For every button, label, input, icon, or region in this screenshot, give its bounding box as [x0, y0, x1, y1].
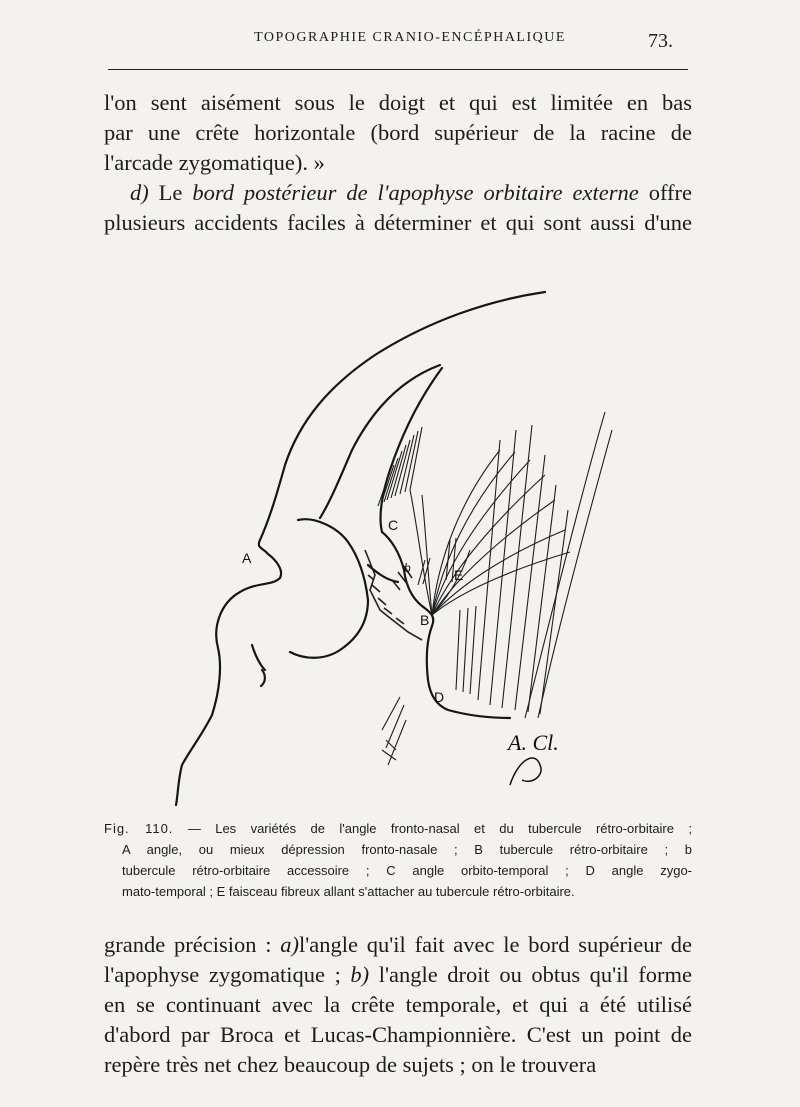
skull-profile-illustration [160, 280, 630, 810]
skull-outline [176, 292, 545, 805]
fiber-1 [432, 450, 500, 615]
caption-fig-number: Fig. 110. [104, 821, 174, 836]
page-number [648, 30, 673, 53]
top-line-2: par une crête horizontale (bord supérieur de la racine de [104, 120, 692, 145]
bottom-line-3: en se continuant avec la crête temporale, et qui a été utilisé [104, 992, 692, 1017]
bottom-line-5: repère très net chez beaucoup de sujets ; on le trouvera [104, 1052, 597, 1077]
temporal-crest [380, 368, 442, 532]
fiber-9 [422, 495, 432, 615]
bottom-line-1 [104, 930, 692, 960]
bottom-line-4: d'abord par Broca et Lucas-Championnière. C'est un point de [104, 1022, 692, 1047]
figure-caption [104, 818, 692, 902]
orbit-inner [252, 645, 265, 670]
marker-a: a) [280, 932, 299, 957]
caption-line-1 [104, 818, 692, 839]
label-C: C [388, 517, 399, 533]
figure-110-drawing [160, 280, 630, 810]
paragraph-d-lead: Le [148, 180, 193, 205]
caption-line-1-text: — Les variétés de l'angle fronto-nasal et du tubercule rétro-orbitaire ; [173, 821, 693, 836]
sig-flourish [510, 758, 541, 785]
page-number-suffix: . [668, 30, 673, 52]
top-line-3: l'arcade zygomatique). » [104, 150, 325, 175]
header-rule [108, 69, 688, 70]
bottom-line-2-lead: l'apophyse zygomatique ; [104, 962, 351, 987]
paragraph-d-italic: bord postérieur de l'apophyse orbitaire externe [192, 180, 639, 205]
orbit-outline [290, 519, 368, 658]
caption-line-4: mato-temporal ; E faisceau fibreux allant s'attacher au tubercule rétro-orbitaire. [122, 884, 575, 899]
paragraph-d-line-2: plusieurs accidents faciles à déterminer et qui sont aussi d'une [104, 210, 692, 235]
paragraph-d-letter: d) [130, 180, 149, 205]
paragraph-d-tail: offre [638, 180, 692, 205]
running-title: TOPOGRAPHIE CRANIO-ENCÉPHALIQUE [254, 30, 566, 45]
label-D: D [434, 689, 445, 705]
fiber-3 [432, 460, 530, 615]
top-line-1: l'on sent aisément sous le doigt et qui est limitée en bas [104, 90, 692, 115]
marker-b: b) [350, 962, 370, 987]
caption-line-3: tubercule rétro-orbitaire accessoire ; C angle orbito-temporal ; D angle zygo- [122, 863, 692, 878]
label-b: b [404, 561, 411, 575]
label-E: E [454, 567, 464, 583]
bottom-line-1-lead: grande précision : [104, 932, 281, 957]
bottom-line-1-tail: l'angle qu'il fait avec le bord supérieur de [298, 932, 692, 957]
paragraph-d-line-1 [104, 178, 692, 208]
page-number-value: 73 [648, 30, 668, 52]
nasal-mark [261, 670, 265, 686]
bottom-line-2 [104, 960, 692, 990]
artist-signature: A. Cl. [508, 730, 559, 755]
label-A: A [242, 550, 252, 566]
bottom-paragraph [104, 930, 692, 1080]
top-paragraph [104, 88, 692, 238]
bottom-line-2-tail: l'angle droit ou obtus qu'il forme [369, 962, 693, 987]
label-B: B [420, 612, 430, 628]
caption-line-2: A angle, ou mieux dépression fronto-nasale ; B tubercule rétro-orbitaire ; b [122, 842, 692, 857]
